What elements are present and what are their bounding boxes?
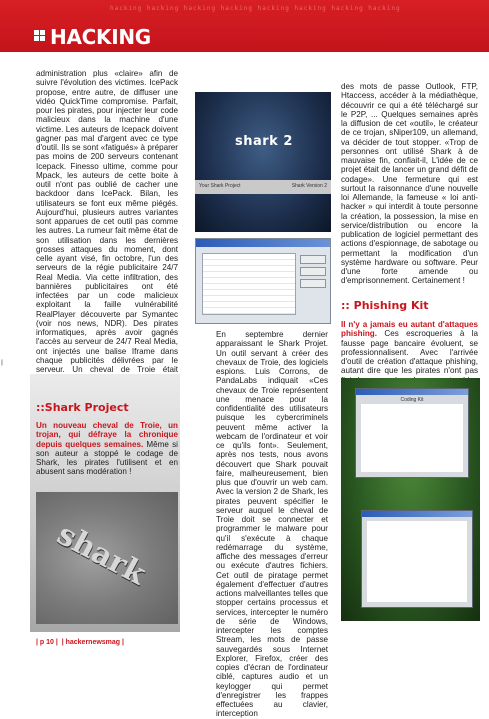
phishing-window-2 (361, 510, 473, 608)
page-footer: | p 10 | | hackernewsmag | (36, 639, 124, 646)
section-grid-icon (34, 30, 45, 41)
window-button (300, 279, 326, 288)
column-2 (216, 330, 328, 719)
phishing-window-1 (355, 388, 469, 478)
section-header (0, 0, 489, 52)
shark-logo-strip (195, 180, 331, 194)
shark-strip-right-text: Shark Version 2 (291, 183, 327, 189)
phishing-kit-heading: :: Phishing Kit (341, 299, 429, 312)
shark-project-intro (36, 421, 178, 477)
shark-project-heading: ::Shark Project (36, 401, 129, 414)
shark-worm-lettering: shark (51, 516, 152, 593)
column-1-paragraph: administration plus «claire» afin de suivre l'évolution des victimes. IcePack propose, entre autre, de diffuser une vidéo QuickTime compromise. Parfait, pour les pirates, pour injecter leur code malicieux dans la machine d'une victime. Les auteurs de Icepack doivent gagner pas mal d'argent avec ce type d'outil. Ils se sont «fatigués» à préparer pas moins de 200 serveurs contenant Icepack. Finesso ultime, comme pour Mpack, les auteurs de cette boite à outil n'ont pas oublié de cacher une backdoor dans IcePack. Bilan, les utilisateurs se font eux même piégés. Aujourd'hui, plusieurs autres variantes sont apparues de cet outil pas comme les autres. La rumeur fait même état de son utilisation dans les dernières grosses attaques du moment, dont celle ayant visé, fin octobre, l'un des serveurs de la régie publicitaire 24/7 Real Media. Via cette infiltration, des bannières publicitaires ont été infectées par un code malicieux exploitant la faille vulnérabilité RealPlayer découverte par Symantec (voir nos news, NDR). Des pirates informatiques, après avoir gagnés l'accès au serveur de 24/7 Real Media, ont injectés une balise Iframe dans chaque publicités délivrées par le serveur. Un cheval de Troie était (36, 69, 178, 374)
shark-logo-image (195, 92, 331, 232)
header-pattern-text: hacking hacking hacking hacking hacking hacking hacking hacking (110, 5, 401, 12)
window-button (300, 267, 326, 276)
phishing-kit-screenshot (341, 378, 480, 621)
phishing-kit-lead: Il n'y a jamais eu autant d'attaques phishing. (341, 320, 478, 339)
column-3-paragraph: des mots de passe Outlook, FTP, Htaccess, accéder à la médiathèque, découvrir ce qui a été téléchargé sur le P2P, ... Quelques semaines après la diffusion de cet «outil», le créateur de ce trojan, sNiper109, un allemand, va décider de tout stopper. «Trop de personnes ont utilisé Shark à de mauvaise fin, confiait-il, L'idée de ce projet était de lancer un grand défit de codage». Une fermeture qui est surtout la raisonnance d'une nouvelle loi Allemande, la fameuse « loi anti-hacker » qui interdit à toute personne la création, la possession, la mise en service/distribution ou encore la publication de logiciel permettant des actions d'espionnage, de sabotage ou permettant la modification d'un système hardware ou software. Peur d'une forte amende ou d'emprisonnement. Certainement ! (341, 82, 478, 286)
shark-strip-left-text: Your Shark Project (199, 183, 241, 189)
column-2-paragraph: En septembre dernier apparaissant le Shark Projet. Un outil servant à créer des chevaux de Troie, des logiciels espions. Luis Corrons, de PandaLabs indiquait «Ces chevaux de Troie représentent une menace pour la confidentialité des utilisateurs puisque les cybercriminels peuvent même activer la webcam de l'ordinateur et voir ce qu'ils font». Seulement, après nos tests, nous avons découvert que Shark pouvait faire, malheureusement, bien plus que d'ouvrir un web cam. Avec la version 2 de Shark, les pirates peuvent spécifier le serveur auquel le cheval de Troie doit se connecter et programmer le malware pour qu'il s'exécute à chaque redémarrage du système, affiche des messages d'erreur ou exécute d'autres fichiers. Cet outil de piratage permet également d'effectuer d'autres actions malveillantes telles que stopper certains processus et services, intercepter le numéro de série de Windows, intercepter les comptes Stream, les mots de passe sauvegardés sous Internet Explorer, Firefox, créer des copies d'écran de l'ordinateur ciblé, captures audio et un keylogger qui permet d'enregistrer les frappes effectuées au clavier, interception (216, 330, 328, 719)
column-1 (36, 69, 178, 384)
shark-window-screenshot (195, 238, 331, 324)
phishing-kit-intro-text: Ces escroqueries à la fausse page bancaire évoluent, se professionnalisent. Avec l'arrivée d'outil de création d'attaque phishing, autant dire que les pirates n'ont pas (341, 329, 478, 376)
shark-project-lead: Un nouveau cheval de Troie, un trojan, qui défraye la chronique depuis quelques semaines. (36, 421, 178, 449)
phishing-window-title: Coding Kit (400, 397, 424, 403)
shark-project-intro-text: Même si son auteur a stoppé le codage de Shark, les pirates l'utilisent et en abusent sans modération ! (36, 439, 178, 477)
window-list (202, 253, 296, 315)
side-margin-mark: ▌ (1, 360, 5, 366)
column-3 (341, 82, 478, 286)
shark-logo-text: shark 2 (235, 134, 293, 149)
window-button (300, 255, 326, 264)
section-title: HACKING (50, 25, 151, 49)
shark-worm-image (36, 492, 178, 624)
window-titlebar (196, 239, 330, 247)
